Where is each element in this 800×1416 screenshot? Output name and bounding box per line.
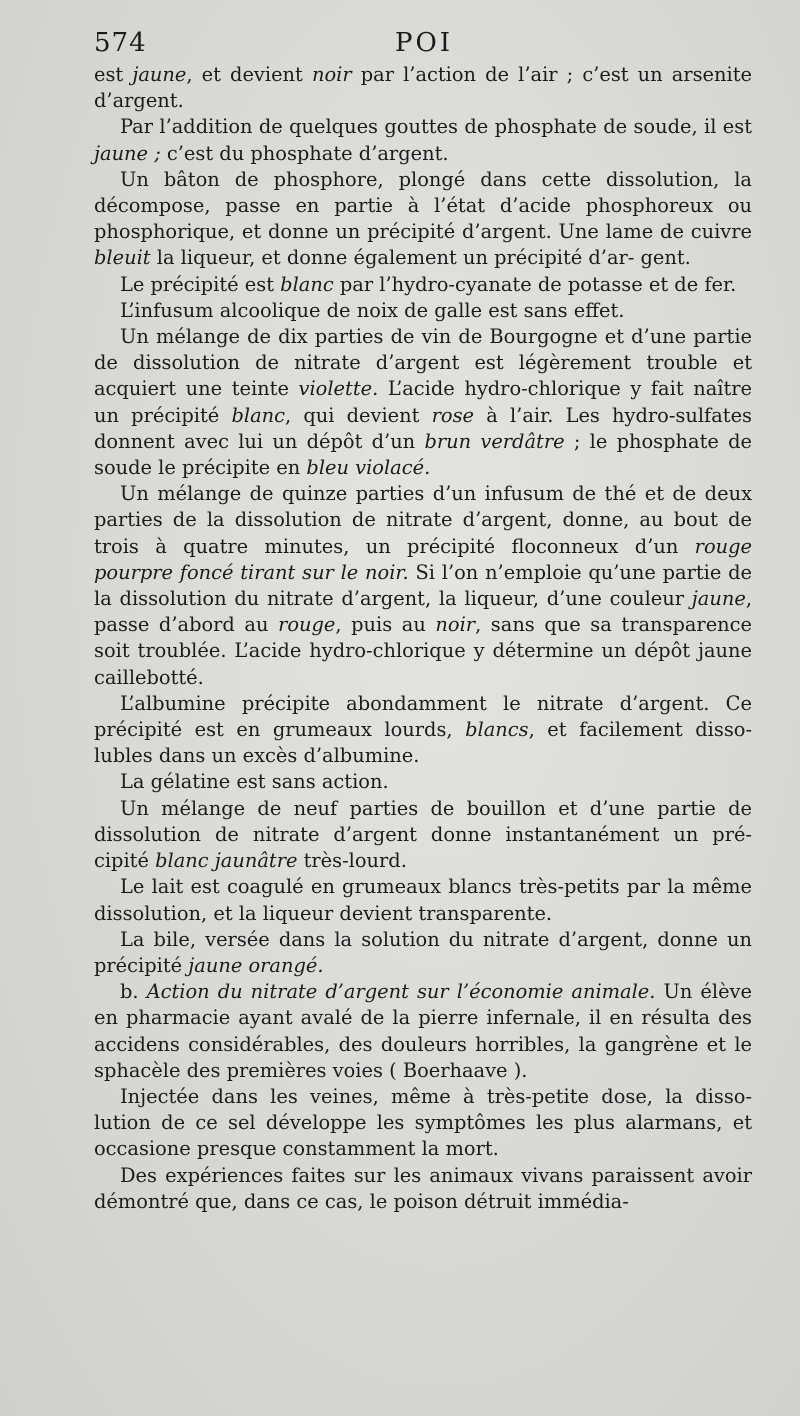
- italic-text: blanc: [231, 403, 285, 427]
- text-run: , et facilement disso-lubles dans un excès d’albumine.: [94, 718, 752, 768]
- italic-text: rose: [431, 403, 475, 427]
- text-run: à l’air. Les hydro-sulfates donnent avec lui un dépôt d’un: [94, 403, 753, 453]
- text-run: , sans que sa transparence soit troublée. L’acide hydro-chlorique y détermine un dépôt jaune caillebotté.: [94, 613, 753, 689]
- paragraph-p1: [94, 114, 752, 166]
- italic-text: bleuit: [94, 246, 151, 270]
- body-text: [94, 62, 752, 1215]
- text-run: Un bâton de phosphore, plongé dans cette dissolution, la décompose, passe en partie à l’état d’acide phosphoreux ou phosphorique, et donne un précipité d’argent. Une lame de cuivre: [94, 167, 752, 244]
- paragraph-p5: [94, 324, 752, 481]
- paragraph-p7: [94, 691, 752, 770]
- paragraph-p2: [94, 167, 752, 272]
- italic-text: blanc: [280, 272, 334, 296]
- text-run: La gélatine est sans action.: [120, 770, 389, 794]
- italic-text: blanc jaunâtre: [155, 849, 298, 873]
- text-run: Un mélange de quinze parties d’un infusum de thé et de deux parties de la dissolution de nitrate d’argent, donne, au bout de trois à quatre minutes, un précipité floconneux d’un: [94, 482, 752, 558]
- paragraph-p10: [94, 874, 752, 926]
- italic-text: blancs: [465, 718, 529, 742]
- italic-text: rouge: [278, 613, 336, 637]
- text-run: , passe d’abord au: [94, 587, 752, 637]
- italic-text: bleu violacé.: [306, 456, 431, 480]
- text-run: Le précipité est: [120, 272, 281, 296]
- italic-text: jaune ;: [94, 141, 161, 165]
- paragraph-p13: [94, 1084, 752, 1163]
- paragraph-p12: [94, 979, 752, 1084]
- text-run: par l’action de l’air ; c’est un arsenite d’argent.: [94, 63, 752, 113]
- paragraph-p6: [94, 481, 752, 691]
- italic-text: noir: [311, 63, 352, 86]
- paragraph-p9: [94, 796, 752, 875]
- italic-text: violette.: [298, 377, 379, 401]
- text-run: Si l’on n’emploie qu’une partie de la dissolution du nitrate d’argent, la liqueur, d’une couleur: [94, 560, 752, 611]
- italic-text: jaune orangé.: [188, 953, 324, 977]
- text-run: L’albumine précipite abondamment le nitrate d’argent. Ce précipité est en grumeaux lourds,: [94, 691, 752, 742]
- paragraph-p8: [94, 769, 752, 795]
- text-run: Un mélange de dix parties de vin de Bourgogne et d’une partie de dissolution de nitrate d’argent est légèrement trouble et acquiert une teinte: [94, 325, 752, 401]
- text-run: très-lourd.: [297, 849, 407, 873]
- paragraph-p11: [94, 927, 752, 979]
- italic-text: jaune: [691, 587, 746, 611]
- text-run: Le lait est coagulé en grumeaux blancs très-petits par la même dissolution, et la liqueur devient transparente.: [94, 875, 752, 925]
- paragraph-p14: [94, 1163, 752, 1215]
- text-run: la liqueur, et donne également un précipité d’ar- gent.: [150, 246, 691, 270]
- italic-text: jaune: [132, 63, 187, 86]
- text-run: , et devient: [186, 63, 312, 86]
- italic-text: brun verdâtre: [424, 429, 565, 453]
- text-run: c’est du phosphate d’argent.: [160, 141, 449, 165]
- italic-text: Action du nitrate d’argent sur l’économie animale.: [146, 980, 656, 1004]
- text-run: est: [94, 63, 133, 86]
- text-run: La bile, versée dans la solution du nitrate d’argent, donne un précipité: [94, 927, 752, 977]
- text-run: Un élève en pharmacie ayant avalé de la pierre infernale, il en résulta des accidens considérables, des douleurs horribles, la gangrène et le sphacèle des premières voies ( Boerhaave ).: [94, 980, 752, 1082]
- running-head: POI: [394, 28, 454, 58]
- text-run: Par l’addition de quelques gouttes de phosphate de soude, il est: [120, 115, 752, 139]
- text-run: L’infusum alcoolique de noix de galle est sans effet.: [120, 298, 625, 322]
- paragraph-p0: [94, 62, 752, 114]
- text-run: Un mélange de neuf parties de bouillon et d’une partie de dissolution de nitrate d’argent donne instantanément un pré-cipité: [94, 796, 752, 873]
- italic-text: noir: [435, 613, 476, 637]
- text-run: ; le phosphate de soude le précipite en: [94, 429, 752, 480]
- text-run: Des expériences faites sur les animaux vivans paraissent avoir démontré que, dans ce cas, le poison détruit immédia-: [94, 1163, 752, 1213]
- text-run: L’acide hydro-chlorique y fait naître un précipité: [94, 377, 752, 427]
- text-run: Injectée dans les veines, même à très-petite dose, la disso-lution de ce sel développe les symptômes les plus alarmans, et occasione presque constamment la mort.: [94, 1084, 752, 1161]
- text-run: , qui devient: [285, 403, 432, 427]
- text-run: , puis au: [335, 613, 436, 637]
- text-run: b.: [120, 980, 147, 1004]
- page-header: [94, 28, 754, 62]
- italic-text: rouge pourpre foncé tirant sur le noir.: [94, 534, 752, 584]
- paragraph-p4: [94, 298, 752, 324]
- text-run: par l’hydro-cyanate de potasse et de fer.: [333, 272, 737, 296]
- paragraph-p3: [94, 272, 752, 298]
- page-number: 574: [94, 28, 147, 58]
